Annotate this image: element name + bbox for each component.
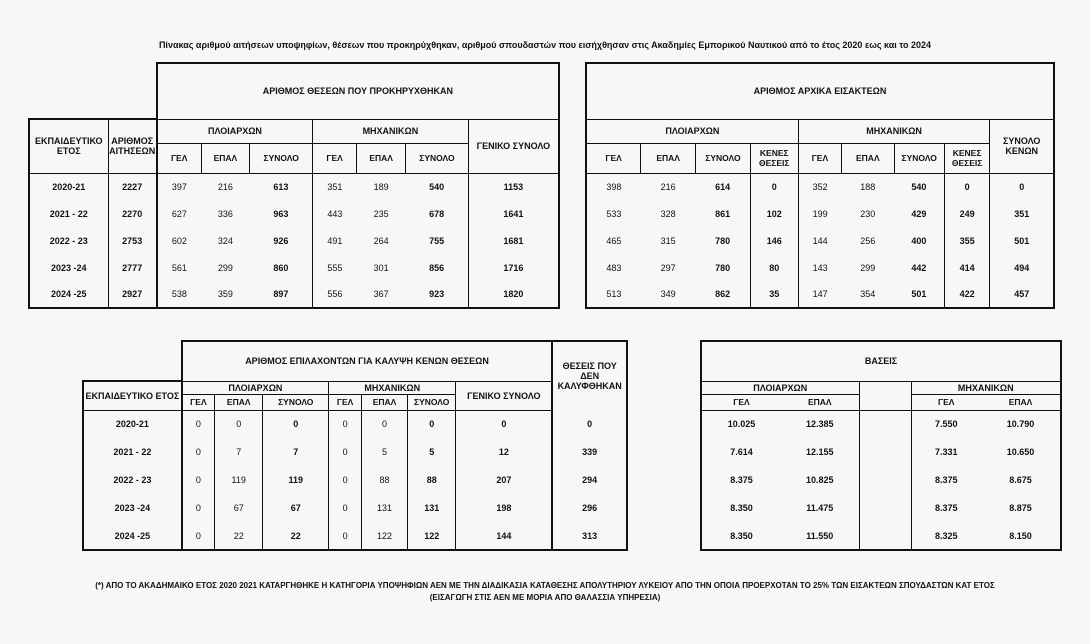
value-cell: 0 [329, 438, 362, 466]
value-cell: 189 [373, 181, 389, 192]
value-cell: 602 [171, 235, 187, 246]
table-row [29, 281, 559, 308]
value-cell: 315 [660, 235, 676, 246]
subtotal-cell: 0 [408, 410, 456, 438]
value-cell: 144 [812, 235, 828, 246]
total-cell: 144 [456, 522, 553, 550]
vacancies-cell: 35 [750, 281, 798, 308]
runners-up-group-header: ΑΡΙΘΜΟΣ ΕΠΙΛΑΧΟΝΤΩΝ ΓΙΑ ΚΑΛΥΨΗ ΚΕΝΩΝ ΘΕΣΕΩΝ [182, 341, 553, 381]
mixanikon-header: ΜΗΧΑΝΙΚΩΝ [911, 381, 1061, 394]
subtotal-cell: 22 [263, 522, 329, 550]
value-cell: 230 [860, 208, 876, 219]
table-row [586, 281, 1054, 308]
uncovered-header: ΘΕΣΕΙΣ ΠΟΥ ΔΕΝ ΚΑΛΥΦΘΗΚΑΝ [552, 341, 627, 410]
total-cell: 1641 [468, 200, 559, 227]
score-cell: 8.150 [981, 522, 1061, 550]
score-cell: 8.350 [701, 522, 781, 550]
value-cell: 256 [860, 235, 876, 246]
grand-total-header: ΓΕΝΙΚΟ ΣΥΝΟΛΟ [468, 119, 559, 173]
value-cell: 5 [362, 438, 408, 466]
subtotal-cell: 755 [406, 227, 469, 254]
value-cell: 483 [586, 254, 641, 281]
value-cell: 0 [329, 466, 362, 494]
value-cell: 561 [171, 262, 187, 273]
table-row [701, 410, 1061, 438]
subtotal-cell: 860 [250, 254, 313, 281]
subtotal-cell: 963 [250, 200, 313, 227]
total-cell: 12 [456, 438, 553, 466]
year-cell: 2024 -25 [29, 281, 108, 308]
value-cell: 119 [215, 466, 263, 494]
value-cell: 199 [812, 208, 828, 219]
value-cell: 297 [660, 262, 676, 273]
value-cell: 324 [217, 235, 233, 246]
col-epal: ΕΠΑΛ [981, 394, 1061, 410]
value-cell: 538 [157, 281, 201, 308]
table-row [586, 173, 1054, 200]
year-cell: 2021 - 22 [29, 200, 108, 227]
value-cell: 235 [373, 208, 389, 219]
table-row [29, 227, 559, 254]
applications-column-header: ΑΡΙΘΜΟΣ ΑΙΤΗΣΕΩΝ [108, 119, 157, 173]
year-cell: 2023 -24 [83, 494, 182, 522]
uncovered-cell: 296 [552, 494, 627, 522]
ploiarxon-header: ΠΛΟΙΑΡΧΩΝ [586, 119, 798, 143]
value-cell: 367 [357, 281, 406, 308]
table-row [83, 438, 627, 466]
subtotal-cell: 119 [263, 466, 329, 494]
vacancies-cell: 422 [944, 281, 990, 308]
value-cell: 264 [373, 235, 389, 246]
uncovered-cell: 313 [552, 522, 627, 550]
mixanikon-header: ΜΗΧΑΝΙΚΩΝ [798, 119, 990, 143]
table-row [586, 200, 1054, 227]
subtotal-cell: 122 [408, 522, 456, 550]
score-cell: 8.375 [701, 466, 781, 494]
base-scores-table [700, 340, 1062, 551]
score-cell: 8.350 [701, 494, 781, 522]
applications-cell: 2777 [108, 254, 157, 281]
subtotal-cell: 923 [406, 281, 469, 308]
admitted-group-header: ΑΡΙΘΜΟΣ ΑΡΧΙΚΑ ΕΙΣΑΚΤΕΩΝ [586, 63, 1054, 119]
subtotal-cell: 442 [894, 254, 944, 281]
col-synolo: ΣΥΝΟΛΟ [406, 143, 469, 173]
footnote-line-2: (ΕΙΣΑΓΩΓΗ ΣΤΙΣ ΑΕΝ ΜΕ ΜΟΡΙΑ ΑΠΟ ΘΑΛΑΣΣΙΑ ΥΠΗΡΕΣΙΑ) [429, 593, 661, 602]
value-cell: 398 [586, 173, 641, 200]
vacancies-cell: 80 [750, 254, 798, 281]
col-epal: ΕΠΑΛ [215, 394, 263, 410]
uncovered-cell: 294 [552, 466, 627, 494]
value-cell: 0 [182, 410, 215, 438]
score-cell: 12.385 [781, 410, 859, 438]
col-epal: ΕΠΑΛ [641, 143, 696, 173]
vacancies-cell: 249 [944, 200, 990, 227]
col-epal: ΕΠΑΛ [781, 394, 859, 410]
col-synolo: ΣΥΝΟΛΟ [408, 394, 456, 410]
applications-cell: 2227 [108, 173, 157, 200]
subtotal-cell: 540 [894, 173, 944, 200]
subtotal-cell: 88 [408, 466, 456, 494]
total-vacancies-cell: 457 [990, 281, 1054, 308]
empty-cell [859, 410, 911, 438]
value-cell: 7 [215, 438, 263, 466]
value-cell: 216 [660, 181, 676, 192]
table-row [701, 522, 1061, 550]
total-cell: 1681 [468, 227, 559, 254]
vacancies-cell: 102 [750, 200, 798, 227]
value-cell: 443 [327, 208, 343, 219]
value-cell: 556 [313, 281, 357, 308]
value-cell: 22 [215, 522, 263, 550]
admitted-table [585, 62, 1055, 309]
value-cell: 0 [182, 522, 215, 550]
score-cell: 8.375 [934, 475, 958, 485]
score-cell: 7.614 [701, 438, 781, 466]
col-synolo: ΣΥΝΟΛΟ [894, 143, 944, 173]
uncovered-cell: 0 [552, 410, 627, 438]
empty-cell [859, 438, 911, 466]
subtotal-cell: 7 [263, 438, 329, 466]
total-vacancies-cell: 494 [990, 254, 1054, 281]
score-cell: 8.375 [934, 503, 958, 513]
subtotal-cell: 926 [250, 227, 313, 254]
year-cell: 2021 - 22 [83, 438, 182, 466]
col-gel: ΓΕΛ [329, 394, 362, 410]
applications-cell: 2753 [108, 227, 157, 254]
score-cell: 10.790 [981, 410, 1061, 438]
value-cell: 299 [217, 262, 233, 273]
value-cell: 88 [362, 466, 408, 494]
col-epal: ΕΠΑΛ [842, 143, 894, 173]
total-cell: 0 [456, 410, 553, 438]
col-vacancies: ΚΕΝΕΣ ΘΕΣΕΙΣ [750, 143, 798, 173]
score-cell: 10.650 [981, 438, 1061, 466]
year-column-header: ΕΚΠΑΙΔΕΥΤΙΚΟ ΕΤΟΣ [83, 381, 182, 410]
value-cell: 354 [842, 281, 894, 308]
col-synolo: ΣΥΝΟΛΟ [696, 143, 751, 173]
value-cell: 336 [217, 208, 233, 219]
page-title: Πίνακας αριθμού αιτήσεων υποψηφίων, θέσεων που προκηρύχθηκαν, αριθμού σπουδαστών που εισήχθησαν στις Ακαδημίες Εμπορικού Ναυτικού από το έτος 2020 εως και το 2024 [158, 40, 932, 50]
footnote [40, 580, 1050, 604]
value-cell: 0 [182, 438, 215, 466]
score-cell: 11.475 [781, 494, 859, 522]
year-cell: 2022 - 23 [83, 466, 182, 494]
total-vacancies-cell: 501 [990, 227, 1054, 254]
subtotal-cell: 861 [696, 200, 751, 227]
subtotal-cell: 780 [696, 227, 751, 254]
score-cell: 8.875 [981, 494, 1061, 522]
empty-cell [859, 522, 911, 550]
vacancies-cell: 355 [944, 227, 990, 254]
subtotal-cell: 501 [894, 281, 944, 308]
col-epal: ΕΠΑΛ [201, 143, 250, 173]
uncovered-cell: 339 [552, 438, 627, 466]
value-cell: 216 [217, 181, 233, 192]
value-cell: 349 [641, 281, 696, 308]
value-cell: 0 [329, 410, 362, 438]
value-cell: 0 [362, 410, 408, 438]
value-cell: 351 [327, 181, 343, 192]
value-cell: 352 [812, 181, 828, 192]
subtotal-cell: 613 [250, 173, 313, 200]
value-cell: 0 [182, 466, 215, 494]
year-cell: 2020-21 [83, 410, 182, 438]
col-epal: ΕΠΑΛ [357, 143, 406, 173]
vacancies-cell: 414 [944, 254, 990, 281]
total-cell: 207 [456, 466, 553, 494]
vacancies-cell: 0 [750, 173, 798, 200]
subtotal-cell: 67 [263, 494, 329, 522]
total-cell: 1716 [468, 254, 559, 281]
value-cell: 491 [327, 235, 343, 246]
positions-group-header: ΑΡΙΘΜΟΣ ΘΕΣΕΩΝ ΠΟΥ ΠΡΟΚΗΡΥΧΘΗΚΑΝ [157, 63, 559, 119]
positions-announced-table [28, 62, 560, 309]
value-cell: 627 [171, 208, 187, 219]
value-cell: 555 [327, 262, 343, 273]
value-cell: 0 [215, 410, 263, 438]
ploiarxon-header: ΠΛΟΙΑΡΧΩΝ [701, 381, 859, 394]
total-vacancies-cell: 351 [990, 200, 1054, 227]
year-column-header: ΕΚΠΑΙΔΕΥΤΙΚΟ ΕΤΟΣ [29, 119, 108, 173]
value-cell: 301 [373, 262, 389, 273]
col-gel: ΓΕΛ [701, 394, 781, 410]
total-cell: 1153 [468, 173, 559, 200]
value-cell: 0 [182, 494, 215, 522]
grand-total-header: ΓΕΝΙΚΟ ΣΥΝΟΛΟ [456, 381, 553, 410]
col-gel: ΓΕΛ [313, 143, 357, 173]
value-cell: 533 [586, 200, 641, 227]
table-row [83, 466, 627, 494]
value-cell: 147 [798, 281, 841, 308]
score-cell: 7.331 [934, 447, 958, 457]
subtotal-cell: 0 [263, 410, 329, 438]
total-vacancies-cell: 0 [990, 173, 1054, 200]
col-gel: ΓΕΛ [798, 143, 841, 173]
value-cell: 397 [171, 181, 187, 192]
col-gel: ΓΕΛ [586, 143, 641, 173]
table-row [83, 410, 627, 438]
score-cell: 12.155 [781, 438, 859, 466]
subtotal-cell: 540 [406, 173, 469, 200]
total-cell: 198 [456, 494, 553, 522]
base-scores-header: ΒΑΣΕΙΣ [701, 341, 1061, 381]
subtotal-cell: 400 [894, 227, 944, 254]
value-cell: 131 [362, 494, 408, 522]
table-row [29, 173, 559, 200]
col-synolo: ΣΥΝΟΛΟ [263, 394, 329, 410]
col-vacancies: ΚΕΝΕΣ ΘΕΣΕΙΣ [944, 143, 990, 173]
value-cell: 143 [812, 262, 828, 273]
empty-cell [859, 466, 911, 494]
score-cell: 10.025 [701, 410, 781, 438]
footnote-line-1: (*) ΑΠΟ ΤΟ ΑΚΑΔΗΜΑΙΚΟ ΕΤΟΣ 2020 2021 ΚΑΤΑΡΓΗΘΗΚΕ Η ΚΑΤΗΓΟΡΙΑ ΥΠΟΨΗΦΙΩΝ ΑΕΝ ΜΕ ΤΗΝ ΔΙΑΔΙΚΑΣΙΑ ΚΑΤΑΘΕΣΗΣ ΑΠΟΛΥΤΗΡΙΟΥ ΛΥΚΕΙΟΥ ΑΠΟ ΤΗΝ ΟΠΟΙΑ ΠΡΟΕΡΧΟΤΑΝ ΤΟ 25% ΤΩΝ ΕΙΣΑΚΤΕΩΝ ΣΠΟΥΔΑΣΤΩΝ ΚΑΤ ΕΤΟΣ [95, 581, 995, 590]
vacancies-cell: 0 [944, 173, 990, 200]
value-cell: 359 [201, 281, 250, 308]
year-cell: 2023 -24 [29, 254, 108, 281]
mixanikon-header: ΜΗΧΑΝΙΚΩΝ [329, 381, 456, 394]
table-row [29, 254, 559, 281]
subtotal-cell: 5 [408, 438, 456, 466]
value-cell: 513 [586, 281, 641, 308]
score-cell: 7.550 [934, 419, 958, 430]
table-row [586, 254, 1054, 281]
value-cell: 465 [586, 227, 641, 254]
table-row [83, 522, 627, 550]
subtotal-cell: 131 [408, 494, 456, 522]
ploiarxon-header: ΠΛΟΙΑΡΧΩΝ [182, 381, 329, 394]
value-cell: 122 [362, 522, 408, 550]
col-gel: ΓΕΛ [157, 143, 201, 173]
table-row [701, 466, 1061, 494]
total-vacancies-header: ΣΥΝΟΛΟ ΚΕΝΩΝ [990, 119, 1054, 173]
col-gel: ΓΕΛ [911, 394, 981, 410]
mixanikon-header: ΜΗΧΑΝΙΚΩΝ [313, 119, 469, 143]
applications-cell: 2270 [108, 200, 157, 227]
subtotal-cell: 897 [250, 281, 313, 308]
subtotal-cell: 614 [696, 173, 751, 200]
runners-up-table [82, 340, 628, 551]
subtotal-cell: 862 [696, 281, 751, 308]
vacancies-cell: 146 [750, 227, 798, 254]
col-epal: ΕΠΑΛ [362, 394, 408, 410]
year-cell: 2020-21 [29, 173, 108, 200]
value-cell: 188 [860, 181, 876, 192]
score-cell: 8.325 [911, 522, 981, 550]
subtotal-cell: 780 [696, 254, 751, 281]
value-cell: 67 [215, 494, 263, 522]
score-cell: 11.550 [781, 522, 859, 550]
value-cell: 328 [660, 208, 676, 219]
subtotal-cell: 678 [406, 200, 469, 227]
score-cell: 10.825 [781, 466, 859, 494]
table-row [586, 227, 1054, 254]
empty-cell [859, 494, 911, 522]
table-row [701, 438, 1061, 466]
score-cell: 8.675 [981, 466, 1061, 494]
year-cell: 2024 -25 [83, 522, 182, 550]
col-synolo: ΣΥΝΟΛΟ [250, 143, 313, 173]
subtotal-cell: 856 [406, 254, 469, 281]
value-cell: 0 [329, 494, 362, 522]
col-gel: ΓΕΛ [182, 394, 215, 410]
table-row [29, 200, 559, 227]
value-cell: 0 [329, 522, 362, 550]
applications-cell: 2927 [108, 281, 157, 308]
table-row [83, 494, 627, 522]
ploiarxon-header: ΠΛΟΙΑΡΧΩΝ [157, 119, 313, 143]
value-cell: 299 [860, 262, 876, 273]
year-cell: 2022 - 23 [29, 227, 108, 254]
table-row [701, 494, 1061, 522]
subtotal-cell: 429 [894, 200, 944, 227]
total-cell: 1820 [468, 281, 559, 308]
